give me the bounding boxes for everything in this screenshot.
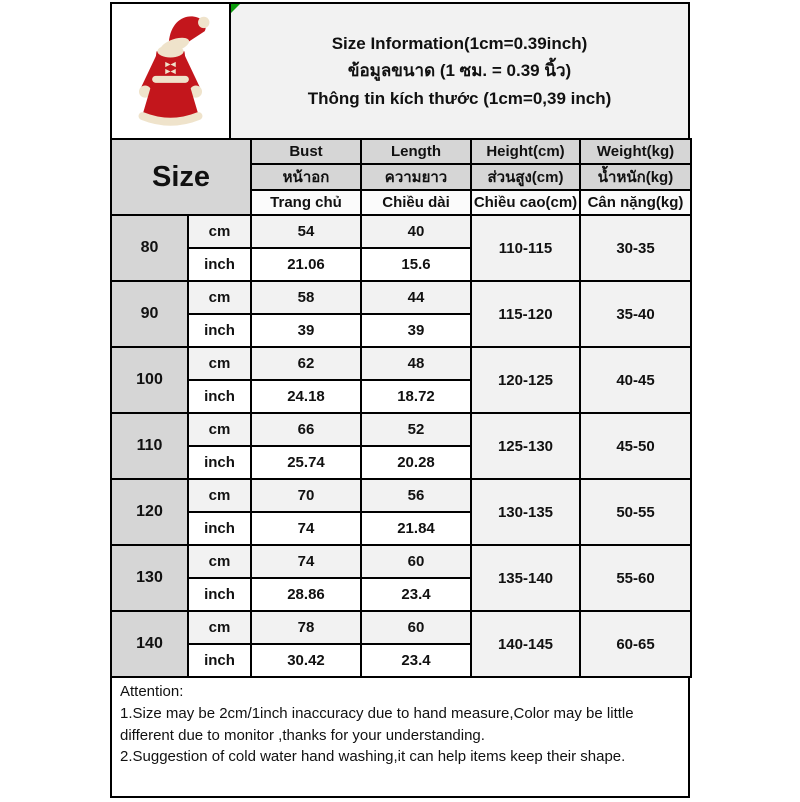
bust-inch-value: 30.42 (251, 644, 361, 677)
weight-range-value: 30-35 (580, 215, 691, 281)
weight-range-value: 50-55 (580, 479, 691, 545)
table-row-cm (111, 281, 691, 314)
attention-line: 1.Size may be 2cm/1inch inaccuracy due to hand measure,Color may be little different due to monitor ,thanks for your understanding. (120, 704, 634, 744)
unit-label-cm: cm (188, 413, 251, 446)
length-cm-value: 44 (361, 281, 471, 314)
size-value-cell: 130 (111, 545, 188, 611)
column-header-th-0: หน้าอก (251, 164, 361, 190)
attention-notes (110, 676, 690, 798)
height-range-value: 140-145 (471, 611, 580, 677)
size-chart-sheet (110, 2, 690, 798)
unit-label-cm: cm (188, 347, 251, 380)
bust-cm-value: 78 (251, 611, 361, 644)
column-header-en-2: Height(cm) (471, 139, 580, 164)
title-vietnamese: Thông tin kích thước (1cm=0,39 inch) (307, 88, 612, 108)
column-header-en-0: Bust (251, 139, 361, 164)
size-value-cell: 140 (111, 611, 188, 677)
bust-cm-value: 70 (251, 479, 361, 512)
size-table (110, 138, 692, 678)
weight-range-value: 40-45 (580, 347, 691, 413)
bust-cm-value: 66 (251, 413, 361, 446)
bust-cm-value: 58 (251, 281, 361, 314)
length-cm-value: 60 (361, 611, 471, 644)
unit-label-cm: cm (188, 281, 251, 314)
length-inch-value: 20.28 (361, 446, 471, 479)
unit-label-inch: inch (188, 578, 251, 611)
bust-inch-value: 21.06 (251, 248, 361, 281)
table-row-cm (111, 545, 691, 578)
title-thai: ข้อมูลขนาด (1 ซม. = 0.39 นิ้ว) (347, 61, 572, 81)
unit-label-inch: inch (188, 380, 251, 413)
length-inch-value: 15.6 (361, 248, 471, 281)
size-value-cell: 110 (111, 413, 188, 479)
length-inch-value: 23.4 (361, 578, 471, 611)
attention-line: 2.Suggestion of cold water hand washing,it can help items keep their shape. (120, 748, 626, 766)
bust-cm-value: 74 (251, 545, 361, 578)
size-value-cell: 80 (111, 215, 188, 281)
length-inch-value: 21.84 (361, 512, 471, 545)
length-cm-value: 40 (361, 215, 471, 248)
unit-label-cm: cm (188, 545, 251, 578)
green-corner-marker-icon (231, 4, 240, 13)
bust-cm-value: 54 (251, 215, 361, 248)
length-inch-value: 18.72 (361, 380, 471, 413)
santa-dress-image (118, 6, 223, 136)
unit-label-cm: cm (188, 215, 251, 248)
length-cm-value: 56 (361, 479, 471, 512)
header-block (110, 2, 690, 140)
height-range-value: 115-120 (471, 281, 580, 347)
height-range-value: 120-125 (471, 347, 580, 413)
column-header-th-1: ความยาว (361, 164, 471, 190)
unit-label-cm: cm (188, 479, 251, 512)
table-row-cm (111, 413, 691, 446)
column-header-en-3: Weight(kg) (580, 139, 691, 164)
height-range-value: 125-130 (471, 413, 580, 479)
bust-inch-value: 25.74 (251, 446, 361, 479)
unit-label-inch: inch (188, 644, 251, 677)
column-header-row-en (111, 139, 691, 164)
column-header-en-1: Length (361, 139, 471, 164)
height-range-value: 110-115 (471, 215, 580, 281)
height-range-value: 135-140 (471, 545, 580, 611)
table-row-cm (111, 479, 691, 512)
column-header-vi-0: Trang chủ (251, 190, 361, 215)
size-value-cell: 90 (111, 281, 188, 347)
unit-label-cm: cm (188, 611, 251, 644)
title-english: Size Information(1cm=0.39inch) (331, 34, 588, 54)
bust-cm-value: 62 (251, 347, 361, 380)
size-value-cell: 100 (111, 347, 188, 413)
size-information-title (231, 4, 688, 138)
weight-range-value: 60-65 (580, 611, 691, 677)
column-header-vi-1: Chiều dài (361, 190, 471, 215)
column-header-th-2: ส่วนสูง(cm) (471, 164, 580, 190)
length-cm-value: 48 (361, 347, 471, 380)
table-row-cm (111, 611, 691, 644)
attention-title: Attention: (120, 683, 184, 700)
unit-label-inch: inch (188, 512, 251, 545)
bust-inch-value: 74 (251, 512, 361, 545)
table-row-cm (111, 347, 691, 380)
bust-inch-value: 24.18 (251, 380, 361, 413)
size-header-cell: Size (111, 139, 251, 215)
column-header-th-3: น้ำหนัก(kg) (580, 164, 691, 190)
unit-label-inch: inch (188, 248, 251, 281)
length-inch-value: 23.4 (361, 644, 471, 677)
weight-range-value: 55-60 (580, 545, 691, 611)
bust-inch-value: 28.86 (251, 578, 361, 611)
unit-label-inch: inch (188, 446, 251, 479)
product-image-cell (112, 4, 231, 138)
bust-inch-value: 39 (251, 314, 361, 347)
weight-range-value: 45-50 (580, 413, 691, 479)
length-cm-value: 60 (361, 545, 471, 578)
unit-label-inch: inch (188, 314, 251, 347)
table-row-cm (111, 215, 691, 248)
length-inch-value: 39 (361, 314, 471, 347)
column-header-vi-3: Cân nặng(kg) (580, 190, 691, 215)
height-range-value: 130-135 (471, 479, 580, 545)
column-header-vi-2: Chiều cao(cm) (471, 190, 580, 215)
weight-range-value: 35-40 (580, 281, 691, 347)
length-cm-value: 52 (361, 413, 471, 446)
size-value-cell: 120 (111, 479, 188, 545)
